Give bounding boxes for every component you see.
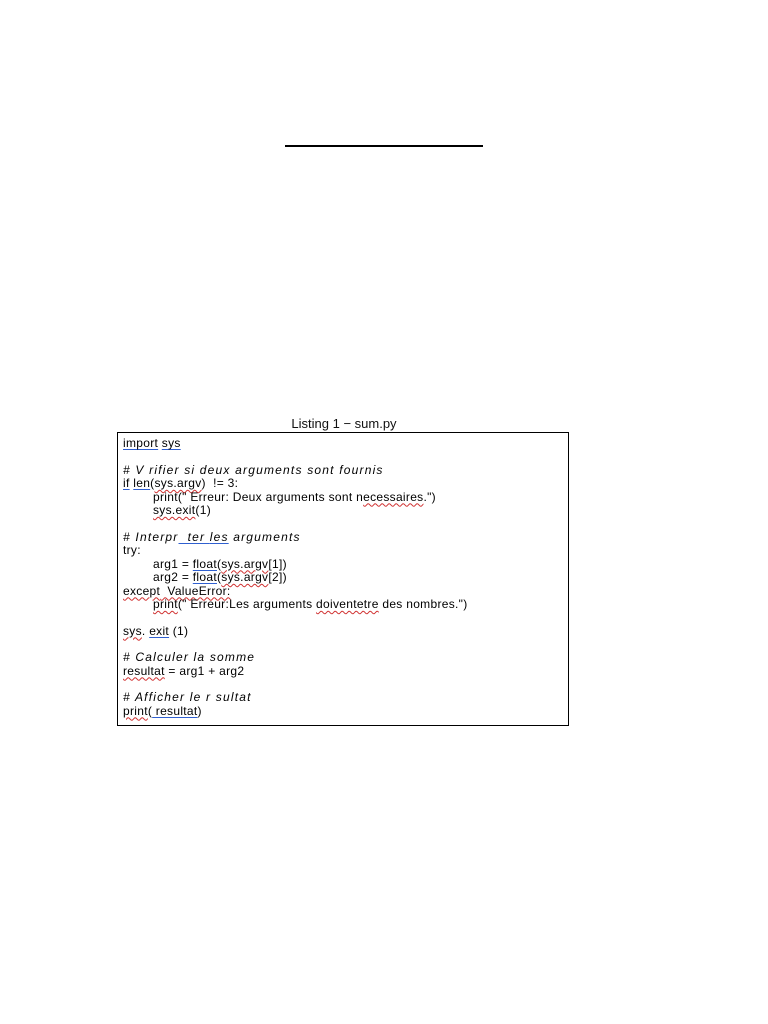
code-comment-compute: # Calculer la somme bbox=[123, 650, 256, 664]
code-token: print bbox=[153, 597, 178, 611]
code-token: (1) bbox=[169, 623, 189, 638]
code-line-if bbox=[123, 477, 568, 491]
code-token: len bbox=[133, 476, 151, 490]
code-token: float bbox=[192, 570, 217, 584]
code-token: ( bbox=[216, 556, 222, 571]
code-comment-interpret bbox=[123, 531, 568, 545]
code-line-arg2 bbox=[123, 571, 568, 585]
code-token: import bbox=[123, 436, 159, 450]
code-token: sys.argv bbox=[221, 556, 269, 571]
code-listing-box bbox=[117, 432, 569, 726]
code-token: ValueError: bbox=[160, 583, 231, 598]
code-token: sys bbox=[161, 436, 181, 450]
code-token: resultat bbox=[123, 663, 165, 678]
code-token: [2]) bbox=[268, 570, 287, 584]
code-comment-display: # Afficher le r sultat bbox=[123, 690, 252, 704]
code-token: sys bbox=[123, 623, 142, 638]
code-token: des nombres.") bbox=[378, 597, 468, 611]
code-token: except bbox=[123, 583, 161, 598]
code-token: arguments bbox=[228, 529, 301, 544]
code-token: ) != 3: bbox=[201, 476, 239, 490]
code-token: float bbox=[192, 556, 217, 571]
code-comment-verify: # V rifier si deux arguments sont fournis bbox=[123, 462, 384, 477]
code-token: [1]) bbox=[268, 556, 287, 571]
code-token: sys.argv bbox=[154, 476, 202, 490]
code-token: print bbox=[123, 703, 148, 718]
code-token: arg2 = bbox=[153, 570, 193, 584]
code-token: sys.argv bbox=[221, 570, 269, 584]
code-token: ter bbox=[178, 529, 210, 544]
code-line-print-error bbox=[123, 491, 568, 505]
blank-line bbox=[123, 612, 568, 625]
code-token: ecessaires bbox=[363, 489, 424, 504]
code-token: . bbox=[141, 623, 150, 638]
code-line-print-result bbox=[123, 705, 568, 719]
code-line-arg1 bbox=[123, 558, 568, 572]
code-line-print-value-error bbox=[123, 598, 568, 612]
code-line-try: try: bbox=[123, 543, 141, 557]
code-token: print(" Erreur: Deux arguments sont n bbox=[153, 489, 364, 504]
code-token: doiventetre bbox=[316, 597, 379, 611]
code-token: ( bbox=[150, 476, 155, 490]
code-token: ( bbox=[147, 703, 153, 718]
blank-line bbox=[123, 451, 568, 464]
code-token: exit bbox=[149, 623, 170, 638]
code-token: les bbox=[209, 529, 229, 544]
code-token: ) bbox=[197, 703, 202, 718]
code-token: .") bbox=[423, 489, 436, 504]
code-token: # Interpr bbox=[123, 529, 179, 544]
code-token: = arg1 + arg2 bbox=[164, 663, 245, 678]
code-token: if bbox=[123, 476, 130, 490]
code-token: arg1 = bbox=[153, 556, 193, 571]
listing-caption: Listing 1 − sum.py bbox=[291, 416, 397, 431]
code-token: resultat bbox=[152, 703, 198, 718]
code-line-except bbox=[123, 585, 568, 599]
code-token: (" Erreur:Les arguments bbox=[177, 597, 317, 611]
code-token: sys.exit bbox=[153, 503, 196, 517]
code-token: (1) bbox=[195, 503, 211, 517]
code-line-sys-exit bbox=[123, 504, 568, 518]
code-line-import bbox=[123, 437, 568, 451]
code-line-resultat bbox=[123, 665, 568, 679]
code-token: ( bbox=[216, 570, 222, 584]
code-line-sys-exit-final bbox=[123, 625, 568, 639]
top-horizontal-rule bbox=[285, 145, 483, 147]
